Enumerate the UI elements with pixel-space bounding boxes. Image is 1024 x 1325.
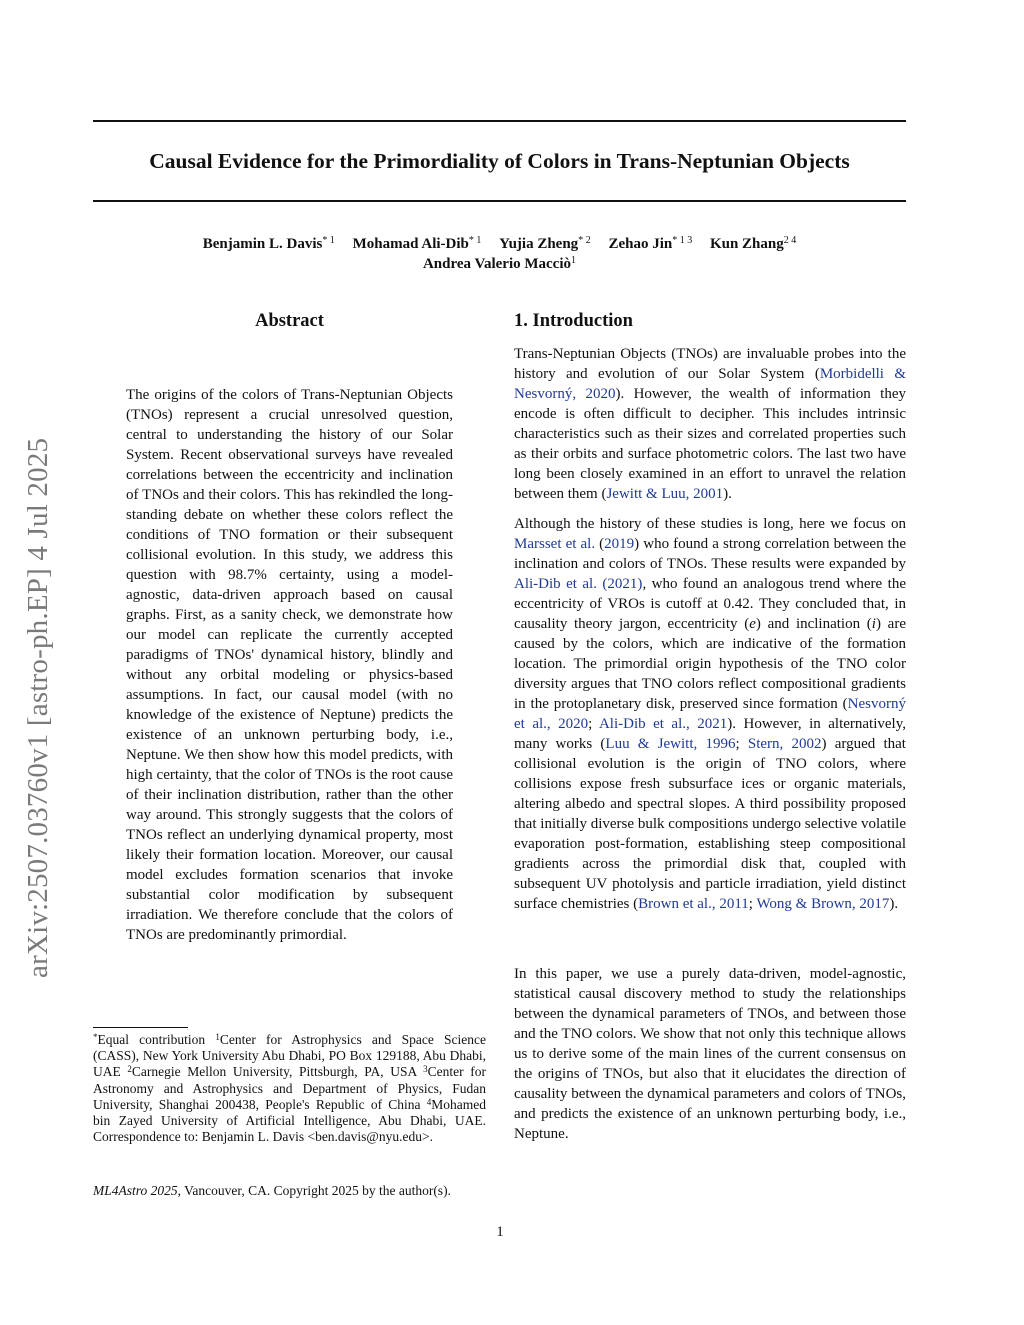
venue-name: ML4Astro 2025 (93, 1183, 178, 1198)
author (499, 236, 591, 252)
paragraph-text: Although the history of these studies is long, here we focus on (514, 516, 906, 532)
footnote-mark: 2 (127, 1064, 132, 1075)
paragraph-text: ). (889, 896, 899, 912)
citation-link[interactable]: Luu & Jewitt, 1996 (605, 736, 736, 752)
introduction-paragraph-3: In this paper, we use a purely data-driven, model-agnostic, statistical causal discovery method to study the relationships between the dynamical parameters of TNOs, and between those and the TNO colors. We show that not only this technique allows us to derive some of the main lines of the current consensus on the origins of TNOs, but also that it elucidates the direction of causality between the dynamical parameters and colors of TNOs, and predicts the existence of an unknown perturbing body, i.e., Neptune. (514, 966, 906, 1142)
footnote-mark: 1 (215, 1032, 220, 1042)
paragraph-text: , who found an analogous trend where the eccentricity of VROs is cutoff at 0.42. They concluded that, in causality theory jargon, eccentricity ( (514, 576, 906, 632)
footnote-text: Equal contribution (97, 1032, 216, 1047)
venue-text: , Vancouver, CA. Copyright 2025 by the author(s). (177, 1183, 451, 1198)
arxiv-identifier-stamp: arXiv:2507.03760v1 [astro-ph.EP] 4 Jul 2025 (22, 437, 54, 978)
citation-link[interactable]: 2019 (604, 536, 635, 552)
title-bottom-rule (93, 200, 906, 202)
footnote-text: Center for Astrophysics and Space Science (CASS), New York University Abu Dhabi, PO Box 129188, Abu Dhabi, UAE (93, 1032, 486, 1080)
author-affiliation-mark: * 2 (578, 235, 591, 246)
introduction-paragraph-2 (514, 514, 906, 914)
paragraph-text: Trans-Neptunian Objects (TNOs) are invaluable probes into the history and evolution of our Solar System ( (514, 346, 906, 382)
citation-link[interactable]: Jewitt & Luu, 2001 (606, 486, 724, 502)
footnote-rule (93, 1027, 188, 1028)
author (353, 236, 482, 252)
author-affiliation-mark: * 1 (468, 235, 482, 246)
math-symbol-i: i (871, 616, 876, 632)
page-number: 1 (496, 1224, 504, 1240)
paragraph-text: ). However, in alternatively, many works ( (514, 716, 906, 752)
paragraph-text: ; (588, 716, 599, 732)
footnote-text: Carnegie Mellon University, Pittsburgh, PA, USA (131, 1064, 424, 1080)
author-affiliation-mark: 2 4 (783, 235, 797, 246)
author-name: Kun Zhang (709, 236, 784, 252)
footnote-text: Center for Astronomy and Astrophysics and Department of Physics, Fudan University, Shanghai 200438, People's Republic of China (93, 1064, 486, 1112)
author-affiliation-mark: 1 (571, 255, 577, 266)
author-name: Zehao Jin (608, 236, 673, 252)
paper-title: Causal Evidence for the Primordiality of Colors in Trans-Neptunian Objects (149, 149, 850, 173)
paragraph-text: ) are caused by the colors, which are indicative of the formation location. The primordial origin hypothesis of the TNO color diversity argues that TNO colors reflect compositional gradients in the protoplanetary disk, preserved since formation ( (514, 616, 906, 712)
citation-link[interactable]: Wong & Brown, 2017 (756, 896, 890, 912)
paragraph-text: ; (735, 736, 748, 752)
introduction-heading: 1. Introduction (514, 311, 633, 331)
paragraph-text: ). However, the wealth of information they encode is often difficult to decipher. This includes intrinsic characteristics such as their sizes and correlated properties such as their orbits and surface photometric colors. The last two have long been closely examined in an effort to unravel the relation between them ( (514, 386, 906, 502)
paragraph-text: ( (595, 536, 605, 552)
citation-link[interactable]: Nesvorný et al., 2020 (514, 696, 906, 732)
paragraph-text: ) argued that collisional evolution is the origin of TNO colors, where collisions expose fresh subsurface ices or organic materials, altering albedo and spectral slopes. A third possibility proposed that initially diverse bulk compositions undergo selective volatile evaporation post-formation, establishing steep compositional gradients across the primordial disk that, coupled with subsequent UV photolysis and particle irradiation, yield distinct surface chemistries ( (514, 736, 906, 912)
citation-link[interactable]: Brown et al., 2011 (638, 896, 749, 912)
introduction-paragraph-1 (514, 344, 906, 504)
footnote-text: Mohamed bin Zayed University of Artificial Intelligence, Abu Dhabi, UAE. Correspondence to: Benjamin L. Davis <ben.davis@nyu.edu>. (93, 1096, 486, 1145)
footnote-mark: 4 (426, 1096, 432, 1107)
author-affiliation-mark: * 1 3 (672, 235, 693, 246)
citation-link[interactable]: Ali-Dib et al., 2021 (598, 716, 728, 732)
citation-link[interactable]: Marsset et al. (514, 536, 596, 552)
affiliations-footnote (93, 1032, 486, 1145)
citation-link[interactable]: Stern, 2002 (747, 736, 822, 752)
author-name: Benjamin L. Davis (202, 236, 323, 252)
author-name: Yujia Zheng (499, 236, 579, 252)
paragraph-text: ; (748, 896, 757, 912)
citation-link[interactable]: Morbidelli & Nesvorný, 2020 (514, 366, 906, 402)
author (710, 236, 796, 252)
citation-link[interactable]: Ali-Dib et al. (2021) (514, 576, 643, 592)
author-affiliation-mark: * 1 (322, 235, 335, 246)
author-name: Andrea Valerio Macciò (422, 256, 572, 272)
abstract-text: The origins of the colors of Trans-Neptunian Objects (TNOs) represent a crucial unresolved question, central to understanding the history of our Solar System. Recent observational surveys have revealed correlations between the eccentricity and inclination of TNOs and their colors. This has rekindled the long-standing debate on whether these colors reflect the conditions of TNO formation or their subsequent collisional evolution. In this study, we address this question with 98.7% certainty, using a model-agnostic, data-driven approach based on causal graphs. First, as a sanity check, we demonstrate how our model can replicate the currently accepted paradigms of TNOs' dynamical history, blindly and without any orbital modeling or physics-based assumptions. In fact, our causal model (with no knowledge of the existence of Neptune) predicts the existence of an unknown perturbing body, i.e., Neptune. We then show how this model predicts, with high certainty, that the color of TNOs is the root cause of their inclination distribution, rather than the other way around. This strongly suggests that the colors of TNOs reflect an underlying dynamical property, most likely their formation location. Moreover, our causal model excludes formation scenarios that invoke substantial color modification by subsequent irradiation. We therefore conclude that the colors of TNOs are predominantly primordial. (126, 387, 453, 943)
author-name: Mohamad Ali-Dib (352, 236, 469, 252)
footnote-mark: 3 (423, 1064, 428, 1075)
venue-line (93, 1182, 451, 1200)
paragraph-text: ) who found a strong correlation between the inclination and colors of TNOs. These results were expanded by (514, 536, 907, 572)
footnote-mark: * (93, 1032, 98, 1042)
abstract-heading: Abstract (255, 311, 324, 331)
author (423, 256, 576, 272)
author-list (93, 234, 906, 274)
paragraph-text: ) and inclination ( (755, 616, 872, 632)
author (608, 236, 692, 252)
author (203, 236, 335, 252)
math-symbol-e: e (749, 616, 756, 632)
title-top-rule (93, 120, 906, 122)
paragraph-text: ). (723, 486, 732, 502)
